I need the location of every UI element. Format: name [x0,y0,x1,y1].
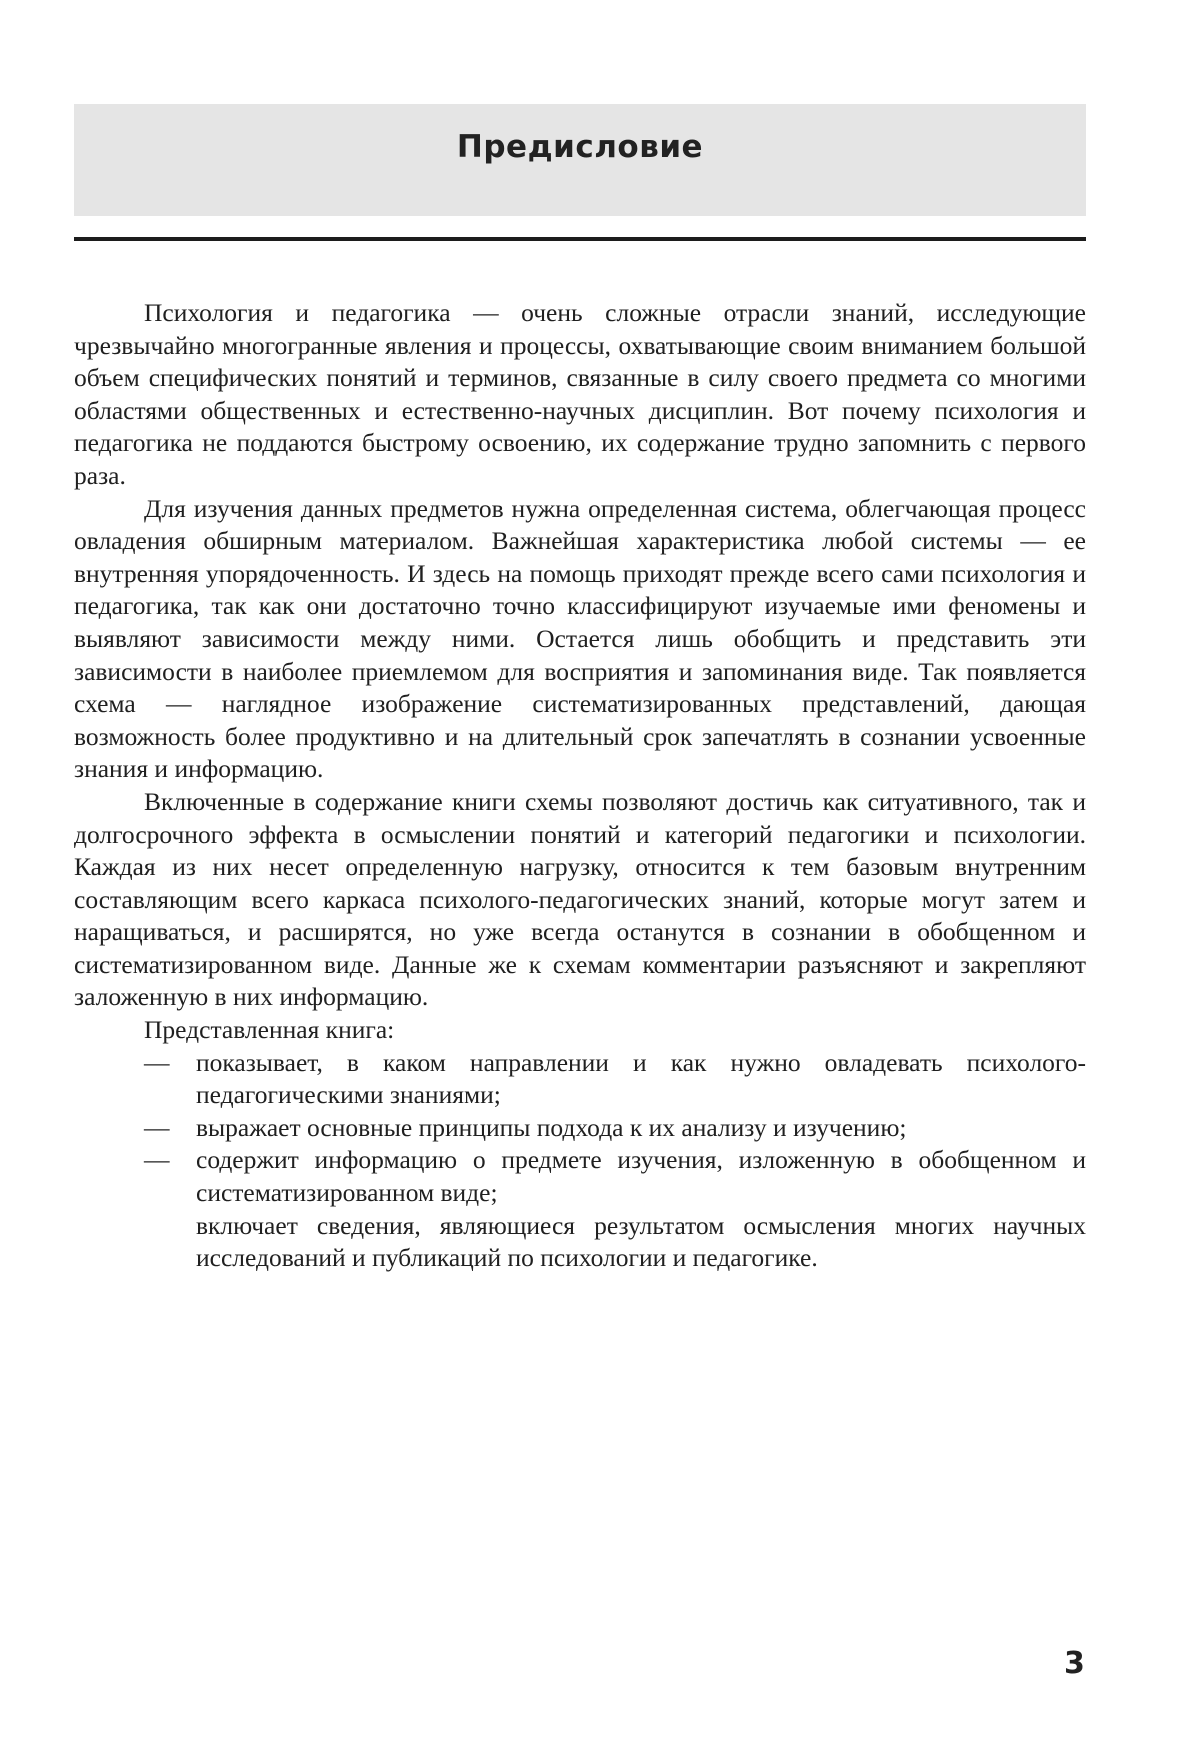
list-item [74,1210,1086,1275]
list-item [74,1144,1086,1209]
list-dash: — [144,1112,170,1142]
list-item [74,1047,1086,1112]
list-dash: — [144,1145,170,1175]
paragraph-3: Включенные в содержание книги схемы позволяют достичь как ситуативного, так и долгосрочного эффекта в осмыслении понятий и категорий педагогики и психологии. Каждая из них несет определенную нагрузку, относится к тем базовым внутренним составляющим всего каркаса психолого-педагогических знаний, которые могут затем и наращиваться, и расширятся, но уже всегда останутся в сознании в обобщенном и систематизированном виде. Данные же к схемам комментарии разъясняют и закрепляют заложенную в них информацию. [74,786,1086,1012]
list-item [74,1112,1086,1145]
chapter-title: Предисловие [456,129,704,165]
page-number: 3 [1064,1646,1085,1681]
list-item-text: содержит информацию о предмете изучения, изложенную в обобщенном и систематизированном виде; [196,1145,1086,1208]
list-item-text: выражает основные принципы подхода к их анализу и изучению; [196,1112,907,1142]
list-dash: — [144,1047,170,1077]
feature-list [74,1047,1086,1275]
chapter-header-band [74,104,1086,216]
list-item-text: включает сведения, являющиеся результатом осмысления многих научных исследований и публикаций по психологии и педагогике. [196,1210,1086,1273]
list-intro: Представленная книга: [144,1015,395,1045]
header-divider [74,237,1086,241]
paragraph-2: Для изучения данных предметов нужна определенная система, облегчающая процесс овладения обширным материалом. Важнейшая характеристика любой системы — ее внутренняя упорядоченность. И здесь на помощь приходят прежде всего сами психология и педагогика, так как они достаточно точно классифицируют изучаемые ими феномены и выявляют зависимости между ними. Остается лишь обобщить и представить эти зависимости в наиболее приемлемом для восприятия и запоминания виде. Так появляется схема — наглядное изображение систематизированных представлений, дающая возможность более продуктивно и на длительный срок запечатлять в сознании усвоенные знания и информацию. [74,493,1086,784]
list-item-text: показывает, в каком направлении и как нужно овладевать психолого-педагогическими знаниями; [196,1047,1086,1110]
preface-body [74,297,1086,1275]
paragraph-1: Психология и педагогика — очень сложные отрасли знаний, исследующие чрезвычайно многогранные явления и процессы, охватывающие своим вниманием большой объем специфических понятий и терминов, связанные в силу своего предмета со многими областями общественных и естественно-научных дисциплин. Вот почему психология и педагогика не поддаются быстрому освоению, их содержание трудно запомнить с первого раза. [74,298,1086,490]
